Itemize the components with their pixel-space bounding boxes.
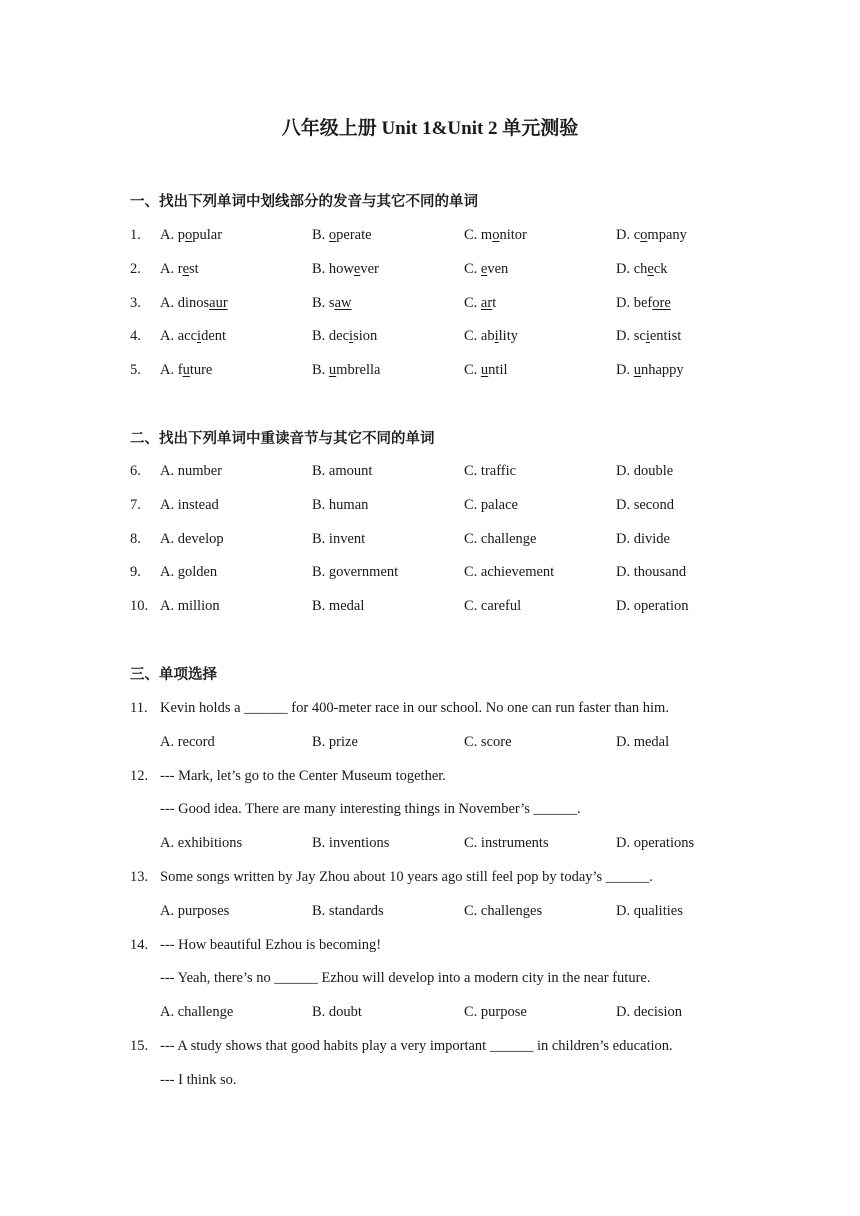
underlined-letters: u [182,362,190,379]
answer-option[interactable]: D. thousand [616,564,687,581]
answer-option[interactable] [160,224,222,246]
option-text-after: t [492,294,497,311]
question-row [130,258,730,280]
option-text-after: entist [649,328,682,345]
question-number: 11. [130,700,148,716]
answer-option[interactable]: B. standards [312,902,384,919]
option-text-before: B. [312,362,329,379]
question-stem-row [130,1035,770,1057]
option-text-after: nitor [499,227,527,243]
answer-option[interactable] [464,258,508,280]
answer-option[interactable]: C. careful [464,598,522,615]
underlined-letters: i [494,328,499,345]
answer-option[interactable]: B. government [312,564,399,581]
answer-option[interactable]: B. human [312,496,369,513]
question-stem-row [130,967,770,989]
option-text-before: D. sc [616,328,646,345]
option-text-after: sion [353,328,378,345]
question-row [130,359,730,381]
question-number: 1. [130,227,141,243]
underlined-letters: e [647,260,654,277]
question-number: 6. [130,463,141,479]
section-heading-phonetics: 一、找出下列单词中划线部分的发音与其它不同的单词 [130,194,478,210]
question-stem: --- How beautiful Ezhou is becoming! [160,936,382,953]
answer-option[interactable]: A. purposes [160,902,230,919]
underlined-letters: aur [209,294,228,311]
answer-option[interactable]: A. record [160,733,215,750]
question-row [130,224,730,246]
option-text-before: B. [312,227,329,243]
answer-option[interactable] [312,224,372,246]
question-stem-row [130,697,770,719]
answer-option[interactable] [312,258,379,280]
question-number: 8. [130,530,141,547]
option-text-after: st [189,260,199,277]
option-text-before: C. [464,294,481,311]
answer-option[interactable]: C. instruments [464,835,549,852]
question-number: 7. [130,496,141,513]
option-text-before: B. dec [312,328,350,345]
answer-option[interactable]: D. medal [616,733,670,750]
option-text-after: dent [201,328,227,345]
question-stem: Kevin holds a ______ for 400-meter race in our school. No one can run faster than him. [160,700,669,716]
underlined-letters: i [349,328,354,345]
question-number: 10. [130,598,149,615]
underlined-letters: i [645,328,650,345]
answer-option[interactable] [312,292,352,314]
answer-option[interactable]: D. decision [616,1004,683,1021]
answer-option[interactable]: A. million [160,598,220,615]
page-title: 八年级上册 Unit 1&Unit 2 单元测验 [281,118,579,139]
question-stem-row [130,1069,770,1091]
question-stem-row [130,934,770,956]
question-row [130,595,730,617]
question-number: 2. [130,260,141,277]
answer-option[interactable]: D. operations [616,835,695,852]
question-stem: --- Yeah, there’s no ______ Ezhou will develop into a modern city in the near future. [160,970,651,987]
option-text-before: C. [464,260,481,277]
options-row [130,832,730,854]
answer-option[interactable]: B. invent [312,530,366,547]
answer-option[interactable]: B. inventions [312,835,390,852]
option-text-after: ntil [488,362,508,379]
answer-option[interactable] [160,258,199,280]
underlined-letters: e [353,260,361,277]
question-row [130,460,730,482]
answer-option[interactable]: B. prize [312,733,358,750]
question-stem-row [130,798,770,820]
question-number: 5. [130,362,141,379]
answer-option[interactable]: A. develop [160,530,224,547]
answer-option[interactable] [464,325,518,347]
answer-option[interactable]: B. amount [312,463,373,479]
option-text-after: ven [487,260,509,277]
question-stem: --- Good idea. There are many interesting things in November’s ______. [160,801,581,818]
option-text-after: perate [336,227,372,243]
option-text-before: D. ch [616,260,648,277]
options-row [130,900,730,922]
option-text-after: pular [192,227,223,243]
question-row [130,528,730,550]
underlined-letters: ore [652,294,671,311]
answer-option[interactable]: B. medal [312,598,365,615]
option-text-before: A. dinos [160,294,210,311]
underlined-letters: u [328,362,337,379]
question-stem-row [130,866,770,888]
option-text-before: A. p [160,227,185,243]
question-number: 14. [130,936,149,953]
answer-option[interactable] [616,258,668,280]
underlined-letters: u [633,362,641,379]
question-number: 4. [130,328,141,345]
option-text-after: nhappy [640,362,684,379]
option-text-before: C. [464,362,481,379]
underlined-letters: e [182,260,189,277]
underlined-letters: aw [334,294,352,311]
answer-option[interactable]: C. challenge [464,530,537,547]
answer-option[interactable] [616,292,671,314]
answer-option[interactable] [616,325,681,347]
question-number: 12. [130,767,149,784]
question-stem: --- I think so. [160,1071,237,1088]
options-row [130,1001,730,1023]
answer-option[interactable]: B. doubt [312,1004,362,1021]
option-text-after: mpany [647,227,687,243]
answer-option[interactable]: C. traffic [464,463,517,479]
answer-option[interactable]: C. challenges [464,902,543,919]
option-text-after: ck [653,260,668,277]
answer-option[interactable]: A. instead [160,496,219,513]
question-stem: --- Mark, let’s go to the Center Museum together. [160,767,446,784]
option-text-before: D. c [616,227,641,243]
answer-option[interactable]: C. score [464,733,512,750]
option-text-after: mbrella [336,362,381,379]
answer-option[interactable]: D. divide [616,530,670,547]
underlined-letters: ar [480,294,493,311]
question-row [130,325,730,347]
question-stem-row [130,765,770,787]
option-text-after: ver [360,260,379,277]
question-stem: Some songs written by Jay Zhou about 10 years ago still feel pop by today’s ______. [160,869,653,885]
option-text-before: B. how [312,260,354,277]
question-number: 9. [130,564,141,581]
answer-option[interactable]: D. operation [616,598,689,615]
answer-option[interactable] [312,325,377,347]
answer-option[interactable]: A. golden [160,564,218,581]
answer-option[interactable] [616,359,684,381]
option-text-before: D. bef [616,294,653,311]
option-text-before: A. f [160,362,183,379]
underlined-letters: u [480,362,489,379]
answer-option[interactable]: A. exhibitions [160,835,243,852]
answer-option[interactable] [160,359,212,381]
question-row [130,292,730,314]
answer-option[interactable]: C. palace [464,496,518,513]
underlined-letters: o [492,227,500,243]
question-number: 3. [130,294,141,311]
option-text-before: B. s [312,294,335,311]
answer-option[interactable]: A. challenge [160,1004,234,1021]
underlined-letters: i [197,328,202,345]
question-row [130,494,730,516]
answer-option[interactable] [312,359,380,381]
answer-option[interactable] [464,292,496,314]
answer-option[interactable]: C. purpose [464,1004,527,1021]
answer-option[interactable] [160,325,226,347]
underlined-letters: o [640,227,648,243]
question-number: 15. [130,1038,149,1054]
question-row [130,561,730,583]
underlined-letters: o [184,227,193,243]
answer-option[interactable]: C. achievement [464,564,555,581]
option-text-after: lity [498,328,518,345]
option-text-before: D. [616,362,634,379]
option-text-before: C. ab [464,328,495,345]
answer-option[interactable] [464,224,527,246]
answer-option[interactable] [616,224,687,246]
option-text-before: C. m [464,227,493,243]
answer-option[interactable]: D. qualities [616,902,683,919]
answer-option[interactable]: A. number [160,463,223,479]
option-text-before: A. r [160,260,183,277]
answer-option[interactable] [464,359,508,381]
section-heading-choice: 三、单项选择 [130,667,217,683]
answer-option[interactable]: D. double [616,463,674,479]
option-text-before: A. acc [160,328,198,345]
section-heading-stress: 二、找出下列单词中重读音节与其它不同的单词 [130,431,435,447]
underlined-letters: o [328,227,337,243]
option-text-after: ture [189,362,213,379]
answer-option[interactable]: D. second [616,496,674,513]
underlined-letters: e [480,260,488,277]
answer-option[interactable] [160,292,228,314]
question-stem: --- A study shows that good habits play a very important ______ in children’s education. [160,1038,673,1054]
question-number: 13. [130,869,149,885]
options-row [130,731,730,753]
